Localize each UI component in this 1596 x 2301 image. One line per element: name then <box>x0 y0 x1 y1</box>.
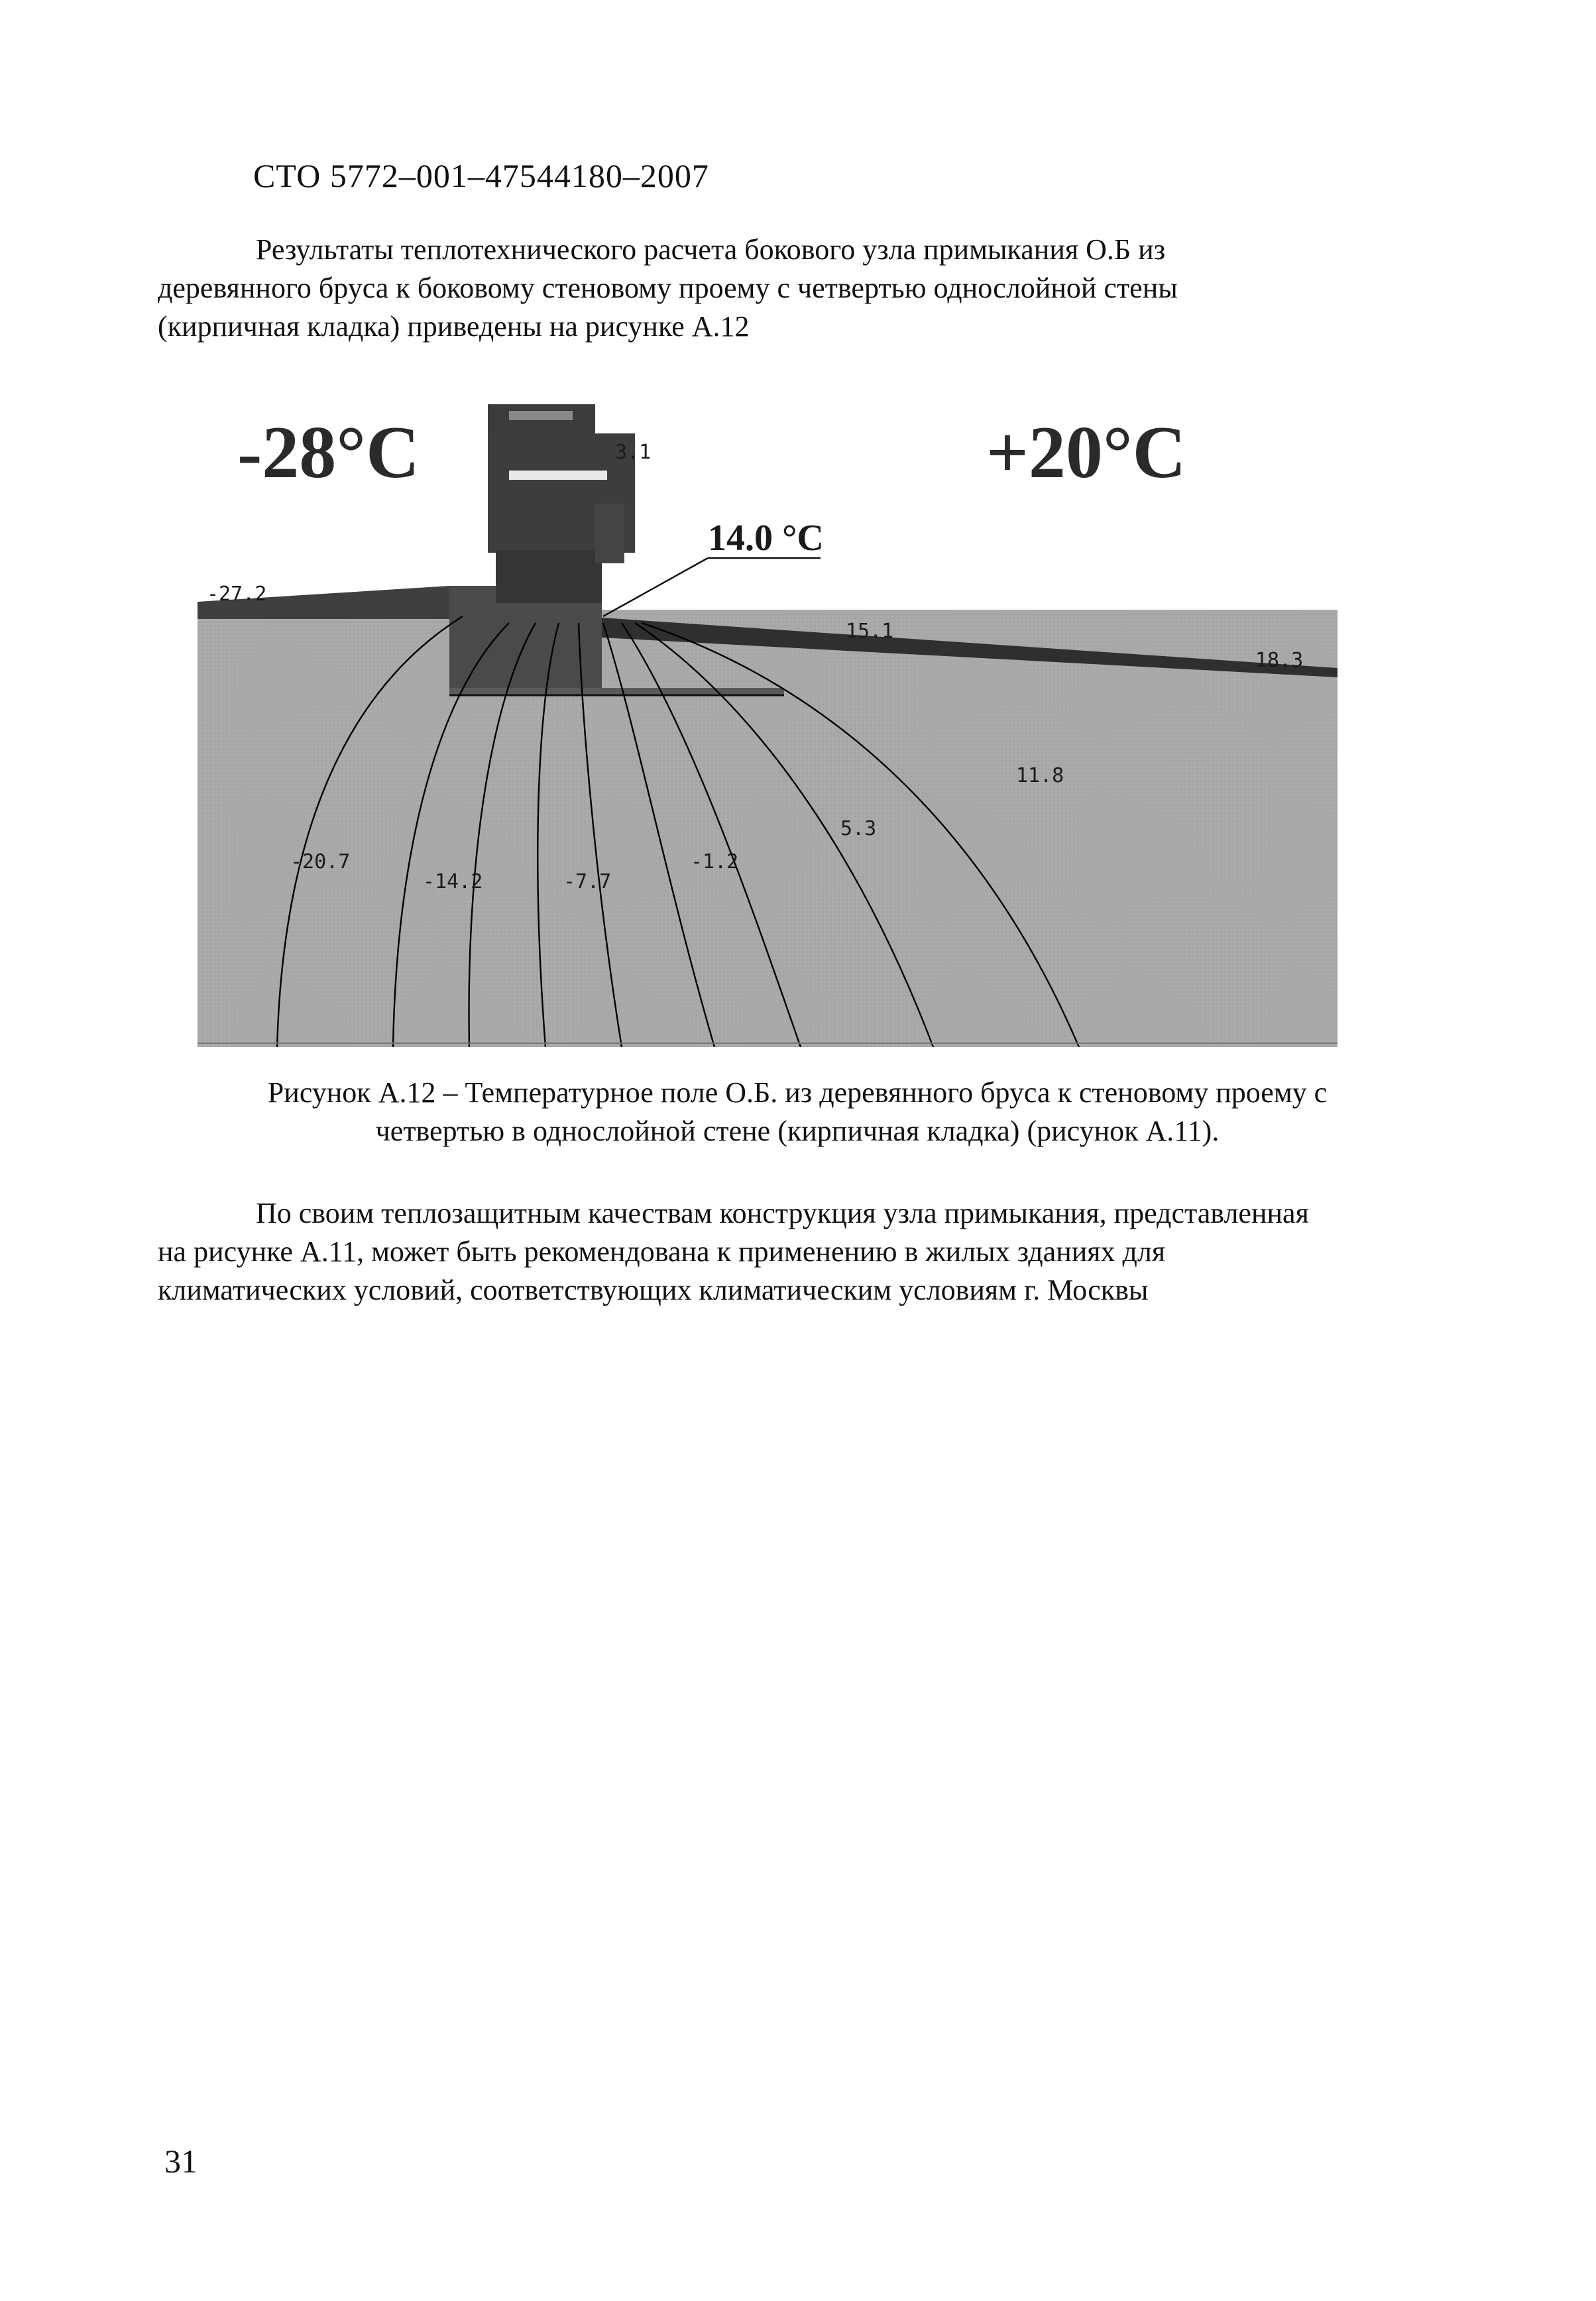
figure-caption <box>158 1074 1437 1150</box>
frame-base-strip <box>449 688 784 695</box>
caption-line-1: Рисунок А.12 – Температурное поле О.Б. из деревянного бруса к стеновому проему с <box>267 1076 1328 1109</box>
isotherm-label: -27.2 <box>207 583 267 606</box>
isotherm-label: 5.3 <box>840 817 877 840</box>
isotherm-label: 15.1 <box>846 620 894 643</box>
caption-line-2: четвертью в однослойной стене (кирпичная кладка) (рисунок А.11). <box>375 1115 1220 1147</box>
intro-line-1: Результаты теплотехнического расчета бокового узла примыкания О.Б из <box>256 233 1166 266</box>
conclusion-line-1: По своим теплозащитным качествам конструкция узла примыкания, представленная <box>256 1197 1309 1229</box>
document-code: СТО 5772–001–47544180–2007 <box>253 157 709 194</box>
inside-temperature: +20°С <box>986 412 1186 494</box>
wall-body <box>198 610 1338 1047</box>
isotherm-label: 11.8 <box>1016 764 1064 787</box>
callout-leader-line <box>603 558 708 616</box>
conclusion-line-3: климатических условий, соответствующих климатическим условиям г. Москвы <box>158 1274 1149 1306</box>
outside-temperature: -28°С <box>237 412 420 494</box>
conclusion-line-2: на рисунке А.11, может быть рекомендована к применению в жилых зданиях для <box>158 1235 1166 1268</box>
intro-line-3: (кирпичная кладка) приведены на рисунке А.12 <box>158 310 750 343</box>
window-frame <box>488 404 635 603</box>
isotherm-label: -1.2 <box>691 850 739 873</box>
isotherm-label: -7.7 <box>563 870 612 893</box>
intro-line-2: деревянного бруса к боковому стеновому проему с четвертью однослойной стены <box>158 272 1178 304</box>
isotherm-label: -20.7 <box>290 850 351 873</box>
page-number: 31 <box>164 2143 198 2180</box>
isotherm-label: -14.2 <box>423 870 483 893</box>
temperature-field-diagram <box>198 391 1338 1054</box>
conclusion-paragraph <box>158 1194 1477 1310</box>
intro-paragraph <box>158 231 1477 346</box>
temperature-field-figure <box>198 391 1338 1054</box>
surface-temperature-callout: 14.0 °С <box>708 518 824 559</box>
isotherm-label: 18.3 <box>1255 649 1304 672</box>
isotherm-label: 3.1 <box>615 441 652 464</box>
